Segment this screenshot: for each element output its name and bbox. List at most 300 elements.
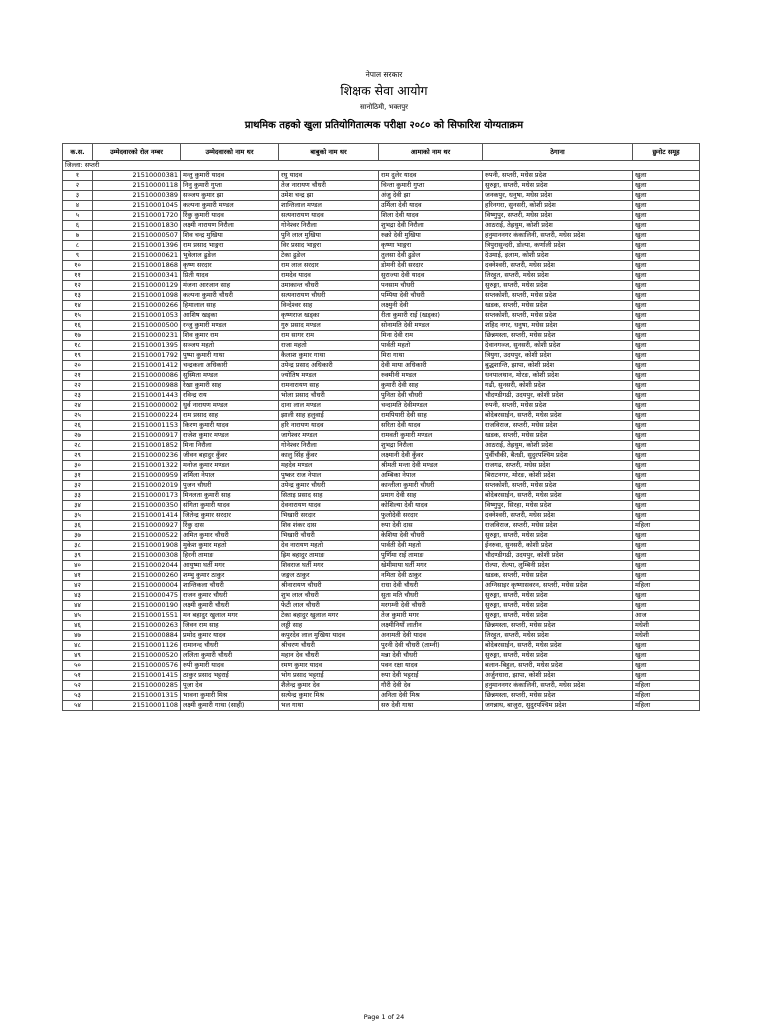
table-row [63,191,700,201]
mother-name-cell: पम्पिया देवी चौधरी [379,291,483,301]
roll-number-cell: 21510000927 [93,521,181,531]
table-row [63,351,700,361]
candidate-name-cell: राम प्रसाद भाङ्गरा [181,241,279,251]
mother-name-cell: कान्तीला कुमारी चौधरी [379,481,483,491]
serial-cell: २ [63,181,93,191]
mother-name-cell: रुक्रो देवी मुखिया [379,231,483,241]
father-name-cell: तेज नारायण चौधरी [279,181,379,191]
district-row [63,161,700,171]
candidate-name-cell: कल्पना कुमारी मण्डल [181,201,279,211]
father-name-cell: भिखारी सरदार [279,511,379,521]
selection-group-cell: महिला [633,691,700,701]
mother-name-cell: कोशिल्या देवी यादव [379,501,483,511]
selection-group-cell: मधेशी [633,621,700,631]
roll-number-cell: 21510000118 [93,181,181,191]
address-cell: विष्णुपुर, सप्तरी, मधेस प्रदेश [483,211,633,221]
selection-group-cell: महिला [633,521,700,531]
address-cell: बोदेबरसाईन, सप्तरी, मधेस प्रदेश [483,491,633,501]
serial-cell: ३९ [63,551,93,561]
father-name-cell: कपुरदेव लाल मुखिया यादव [279,631,379,641]
table-row [63,591,700,601]
serial-cell: ४३ [63,591,93,601]
mother-name-cell: गौरी देवी देव [379,681,483,691]
father-name-cell: लड्डी साह [279,621,379,631]
selection-group-cell: खुला [633,541,700,551]
father-name-cell: गुरु प्रसाद मण्डल [279,321,379,331]
selection-group-cell: खुला [633,601,700,611]
roll-number-cell: 21510000236 [93,451,181,461]
mother-name-cell: मन्ना देवी चौधरी [379,651,483,661]
address-cell: अग्निसाइर कृष्णासवरन, सप्तरी, मधेस प्रदेश [483,581,633,591]
roll-number-cell: 21510001322 [93,461,181,471]
candidate-name-cell: शम्भु कुमार ठाकुर [181,571,279,581]
serial-cell: ५३ [63,691,93,701]
selection-group-cell: खुला [633,391,700,401]
serial-cell: ४७ [63,631,93,641]
serial-cell: १४ [63,301,93,311]
father-name-cell: विर प्रसाद भाङ्गरा [279,241,379,251]
page-footer: Page 1 of 24 [363,1013,405,1021]
mother-name-cell: मिरा गाथा [379,351,483,361]
address-cell: छिन्नमस्ता, सप्तरी, मधेस प्रदेश [483,331,633,341]
serial-cell: १३ [63,291,93,301]
serial-cell: १८ [63,341,93,351]
roll-number-cell: 21510002019 [93,481,181,491]
address-cell: बिराटनगर, मोरङ, कोशी प्रदेश [483,471,633,481]
serial-cell: २० [63,361,93,371]
father-name-cell: देवनारायण यादव [279,501,379,511]
selection-group-cell: खुला [633,301,700,311]
roll-number-cell: 21510001126 [93,641,181,651]
mother-name-cell: तेज कुमारी मगर [379,611,483,621]
roll-number-cell: 21510000086 [93,371,181,381]
selection-group-cell: आज [633,611,700,621]
father-name-cell: भल गाथा [279,701,379,711]
roll-number-cell: 21510001053 [93,311,181,321]
address-cell: अर्जुनधारा, झापा, कोशी प्रदेश [483,671,633,681]
table-row [63,301,700,311]
father-name-cell: देव नारायण महतो [279,541,379,551]
address-cell: खडक, सप्तरी, मधेस प्रदेश [483,301,633,311]
table-row [63,661,700,671]
table-row [63,511,700,521]
mother-name-cell: सुता मति चौधरी [379,591,483,601]
mother-name-cell: सुराज्या देवी यादव [379,271,483,281]
serial-cell: ३७ [63,531,93,541]
serial-cell: ११ [63,271,93,281]
merit-list-table [62,143,700,711]
roll-number-cell: 21510001720 [93,211,181,221]
candidate-name-cell: कृष्ण सरदार [181,261,279,271]
address-cell: खडक, सप्तरी, मधेस प्रदेश [483,571,633,581]
roll-number-cell: 21510000173 [93,491,181,501]
selection-group-cell: महिला [633,681,700,691]
mother-name-cell: रुपा देवी दास [379,521,483,531]
father-name-cell: महदेव मण्डल [279,461,379,471]
candidate-name-cell: मिना निरौला [181,441,279,451]
serial-cell: ४१ [63,571,93,581]
roll-number-cell: 21510001315 [93,691,181,701]
mother-name-cell: चन्दामति देवीमण्डल [379,401,483,411]
father-name-cell: उमेश चन्द्र झा [279,191,379,201]
mother-name-cell: रीता कुमारी राई (खड्का) [379,311,483,321]
document-subtitle: प्राथमिक तहको खुला प्रतियोगितात्मक परीक्षा २०८० को सिफारिश योग्यताक्रम [244,120,524,131]
selection-group-cell: खुला [633,221,700,231]
mother-name-cell: अनामती देवी यादव [379,631,483,641]
serial-cell: ३८ [63,541,93,551]
table-row [63,461,700,471]
roll-number-cell: 21510001792 [93,351,181,361]
serial-cell: १२ [63,281,93,291]
roll-number-cell: 21510000500 [93,321,181,331]
candidate-name-cell: जितेन्द्र कुमार सरदार [181,511,279,521]
table-row [63,261,700,271]
father-name-cell: कैलाश कुमार गाथा [279,351,379,361]
serial-cell: १० [63,261,93,271]
candidate-name-cell: किरण कुमारी यादव [181,421,279,431]
father-name-cell: भिखारी चौधरी [279,531,379,541]
roll-number-cell: 21510000381 [93,171,181,181]
father-name-cell: श्रीचरण चौधरी [279,641,379,651]
father-name-cell: दाना लाल मण्डल [279,401,379,411]
address-cell: बोदेबरसाईन, सप्तरी, मधेस प्रदेश [483,411,633,421]
table-row [63,231,700,241]
father-name-cell: सिताइ प्रसाद साह [279,491,379,501]
roll-number-cell: 21510000475 [93,591,181,601]
organization-title: शिक्षक सेवा आयोग [340,83,428,98]
father-name-cell: जागेश्वर मण्डल [279,431,379,441]
father-name-cell: सत्यनारायण चौधरी [279,291,379,301]
selection-group-cell: खुला [633,381,700,391]
serial-cell: २४ [63,401,93,411]
table-row [63,551,700,561]
selection-group-cell: खुला [633,561,700,571]
serial-cell: २७ [63,431,93,441]
roll-number-cell: 21510001396 [93,241,181,251]
table-row [63,321,700,331]
father-name-cell: उपेन्द्र प्रसाद अधिकारी [279,361,379,371]
roll-number-cell: 21510000959 [93,471,181,481]
candidate-name-cell: शान्तिकला चौधरी [181,581,279,591]
table-row [63,481,700,491]
roll-number-cell: 21510000884 [93,631,181,641]
address-cell: सुरुङ्गा, सप्तरी, मधेस प्रदेश [483,281,633,291]
table-row [63,681,700,691]
selection-group-cell: खुला [633,401,700,411]
serial-cell: ३२ [63,481,93,491]
roll-number-cell: 21510000004 [93,581,181,591]
address-cell: राजविराज, सप्तरी, मधेस प्रदेश [483,521,633,531]
table-row [63,701,700,711]
address-cell: चौदण्डीगढी, उदयपुर, कोशी प्रदेश [483,391,633,401]
candidate-name-cell: प्रमोद कुमार यादव [181,631,279,641]
document-header [0,70,768,132]
table-row [63,671,700,681]
serial-cell: ५ [63,211,93,221]
serial-cell: ३१ [63,471,93,481]
candidate-name-cell: संगिता कुमारी यादव [181,501,279,511]
col-candidate-name: उम्मेदवारको नाम थर [181,144,279,161]
father-name-cell: राम लाल सरदार [279,261,379,271]
table-row [63,201,700,211]
candidate-name-cell: भावना कुमारी मिश्र [181,691,279,701]
table-row [63,331,700,341]
table-row [63,431,700,441]
mother-name-cell: प्रमाग देवी साह [379,491,483,501]
address-cell: सुरुङ्गा, सप्तरी, मधेस प्रदेश [483,591,633,601]
father-name-cell: उमाकान्त चौधरी [279,281,379,291]
father-name-cell: सत्येन्द्र कुमार मिश्र [279,691,379,701]
candidate-name-cell: जीवन बहादुर कुँवर [181,451,279,461]
mother-name-cell: केशिया देवी चौधरी [379,531,483,541]
table-row [63,341,700,351]
serial-cell: ९ [63,251,93,261]
candidate-name-cell: मन बहादुर खुलाल मगर [181,611,279,621]
table-row [63,531,700,541]
father-name-cell: हरि नारायण यादव [279,421,379,431]
table-row [63,381,700,391]
selection-group-cell: खुला [633,551,700,561]
candidate-name-cell: ललिता कुमारी चौधरी [181,651,279,661]
table-row [63,281,700,291]
serial-cell: ४४ [63,601,93,611]
address-cell: दक्नेश्वरी, सप्तरी, मधेस प्रदेश [483,261,633,271]
serial-cell: २६ [63,421,93,431]
table-row [63,251,700,261]
father-name-cell: पुनि लाल मुखिया [279,231,379,241]
father-name-cell: कालु सिंह कुँवर [279,451,379,461]
address-cell: राजविराज, सप्तरी, मधेस प्रदेश [483,421,633,431]
candidate-name-cell: चन्द्रकला अधिकारी [181,361,279,371]
serial-cell: ५२ [63,681,93,691]
candidate-name-cell: रविन्द्र राय [181,391,279,401]
father-name-cell: गोनेश्वर निरौला [279,441,379,451]
serial-cell: १ [63,171,93,181]
table-row [63,641,700,651]
candidate-name-cell: हिमालाल साह [181,301,279,311]
selection-group-cell: खुला [633,641,700,651]
roll-number-cell: 21510002044 [93,561,181,571]
father-name-cell: झाली साह हलुवाई [279,411,379,421]
serial-cell: ८ [63,241,93,251]
mother-name-cell: शुभद्रा देवी निरौला [379,221,483,231]
mother-name-cell: लक्ष्मीनियाँ लातीन [379,621,483,631]
father-name-cell: शान्तिलाल मण्डल [279,201,379,211]
candidate-name-cell: राजन कुमार चौधरी [181,591,279,601]
candidate-name-cell: सञ्जय महतो [181,341,279,351]
roll-number-cell: 21510001868 [93,261,181,271]
table-row [63,241,700,251]
father-name-cell: विन्देश्वर साह [279,301,379,311]
mother-name-cell: पुनिता देवी चौधरी [379,391,483,401]
serial-cell: १७ [63,331,93,341]
roll-number-cell: 21510001830 [93,221,181,231]
candidate-name-cell: पुजन चौधरी [181,481,279,491]
selection-group-cell: खुला [633,191,700,201]
serial-cell: २९ [63,451,93,461]
serial-cell: २८ [63,441,93,451]
selection-group-cell: खुला [633,341,700,351]
candidate-name-cell: आयुष्मा घर्ती मगर [181,561,279,571]
mother-name-cell: पुरनी देवी चौधरी (ताम्नी) [379,641,483,651]
selection-group-cell: खुला [633,441,700,451]
mother-name-cell: राम दुलेर यादव [379,171,483,181]
candidate-name-cell: मंजना आरजान साह [181,281,279,291]
selection-group-cell: खुला [633,501,700,511]
serial-cell: ४२ [63,581,93,591]
mother-name-cell: शुभद्रा निरौला [379,441,483,451]
mother-name-cell: कुमारी देवी साह [379,381,483,391]
father-name-cell: गोनेश्वर निरौला [279,221,379,231]
address-cell: बुद्धशान्ति, झापा, कोशी प्रदेश [483,361,633,371]
mother-name-cell: रामपियारी देवी साह [379,411,483,421]
roll-number-cell: 21510001395 [93,341,181,351]
col-serial: क.स. [63,144,93,161]
candidate-name-cell: लक्ष्मी नारायण निरौला [181,221,279,231]
father-name-cell: शिव शंकर दास [279,521,379,531]
address-cell: त्रियुगा, उदयपुर, कोशी प्रदेश [483,351,633,361]
table-row [63,491,700,501]
serial-cell: ३४ [63,501,93,511]
roll-number-cell: 21510001852 [93,441,181,451]
address-cell: सप्तकोशी, सप्तरी, मधेस प्रदेश [483,311,633,321]
mother-name-cell: लक्ष्मुनी देवी [379,301,483,311]
table-row [63,171,700,181]
candidate-name-cell: मुकेश कुमार महतो [181,541,279,551]
address-cell: सुरुङ्गा, सप्तरी, मधेस प्रदेश [483,181,633,191]
father-name-cell: भोग प्रसाद भट्टराई [279,671,379,681]
address-cell: सुरुङ्गा, सप्तरी, मधेस प्रदेश [483,651,633,661]
mother-name-cell: फुलोदेवी सरदार [379,511,483,521]
address-cell: ईनरुवा, सुनसरी, कोशी प्रदेश [483,541,633,551]
mother-name-cell: श्रीमती मन्ता देवी मण्डल [379,461,483,471]
table-row [63,631,700,641]
father-name-cell: सत्यनारायण यादव [279,211,379,221]
father-name-cell: रमण कुमार यादव [279,661,379,671]
candidate-name-cell: मनोज कुमार मण्डल [181,461,279,471]
table-row [63,601,700,611]
father-name-cell: रामनारायण साह [279,381,379,391]
table-row [63,411,700,421]
roll-number-cell: 21510000350 [93,501,181,511]
address-cell: सुरुङ्गा, सप्तरी, मधेस प्रदेश [483,611,633,621]
table-row [63,311,700,321]
organization-location: सानोठिमी, भक्तपुर [359,103,409,111]
mother-name-cell: लक्ष्मानी देवी कुँवर [379,451,483,461]
serial-cell: ५० [63,661,93,671]
government-label: नेपाल सरकार [365,70,403,79]
mother-name-cell: शिला देवी यादव [379,211,483,221]
selection-group-cell: खुला [633,231,700,241]
candidate-name-cell: सञ्जय कुमार झा [181,191,279,201]
serial-cell: ३५ [63,511,93,521]
table-row [63,521,700,531]
col-father-name: बाबुको नाम थर [279,144,379,161]
roll-number-cell: 21510001414 [93,511,181,521]
mother-name-cell: चिन्ता कुमारी गुप्ता [379,181,483,191]
selection-group-cell: मधेशी [633,631,700,641]
selection-group-cell: खुला [633,651,700,661]
roll-number-cell: 21510000576 [93,661,181,671]
roll-number-cell: 21510001098 [93,291,181,301]
address-cell: छिन्नमस्ता, सप्तरी, मधेस प्रदेश [483,621,633,631]
candidate-name-cell: पुष्पा कुमारी गाथा [181,351,279,361]
father-name-cell: फेटी लाल चौधरी [279,601,379,611]
father-name-cell: जङ्गल ठाकुर [279,571,379,581]
candidate-name-cell: मन्तु कुमारी यादव [181,171,279,181]
serial-cell: ३३ [63,491,93,501]
roll-number-cell: 21510000129 [93,281,181,291]
serial-cell: १६ [63,321,93,331]
roll-number-cell: 21510001551 [93,611,181,621]
mother-name-cell: अम्बिका नेपाल [379,471,483,481]
father-name-cell: रामदेव यादव [279,271,379,281]
candidate-name-cell: मिनलता कुमारी साह [181,491,279,501]
roll-number-cell: 21510000520 [93,651,181,661]
roll-number-cell: 21510000917 [93,431,181,441]
father-name-cell: शैलेन्द्र कुमार देव [279,681,379,691]
mother-name-cell: मरगम्नी देवी चौधरी [379,601,483,611]
candidate-name-cell: रामानन्द चौधरी [181,641,279,651]
serial-cell: ४५ [63,611,93,621]
selection-group-cell: खुला [633,571,700,581]
selection-group-cell: खुला [633,511,700,521]
table-row [63,541,700,551]
candidate-name-cell: धुर्व नारायण मण्डल [181,401,279,411]
father-name-cell: पुष्कर राज नेपाल [279,471,379,481]
selection-group-cell: खुला [633,351,700,361]
table-row [63,181,700,191]
table-row [63,391,700,401]
address-cell: तिरहुत, सप्तरी, मधेस प्रदेश [483,631,633,641]
roll-number-cell: 21510000231 [93,331,181,341]
mother-name-cell: डोमनी देवी सरदार [379,261,483,271]
selection-group-cell: खुला [633,281,700,291]
address-cell: बलान-बिहुल, सप्तरी, मधेस प्रदेश [483,661,633,671]
table-row [63,611,700,621]
selection-group-cell: खुला [633,671,700,681]
serial-cell: ४६ [63,621,93,631]
serial-cell: २५ [63,411,93,421]
mother-name-cell: देवी माया अधिकारी [379,361,483,371]
mother-name-cell: पुर्णिमा राई तामाङ [379,551,483,561]
address-cell: रुपनी, सप्तरी, मधेस प्रदेश [483,171,633,181]
roll-number-cell: 21510000988 [93,381,181,391]
mother-name-cell: खेमीमाया घर्ती मगर [379,561,483,571]
roll-number-cell: 21510000621 [93,251,181,261]
candidate-name-cell: शिव कुमार राम [181,331,279,341]
address-cell: पुर्वीचौकी, बैतडी, सुदुरपश्चिम प्रदेश [483,451,633,461]
table-row [63,371,700,381]
candidate-name-cell: अमित कुमार चौधरी [181,531,279,541]
serial-cell: २२ [63,381,93,391]
serial-cell: १९ [63,351,93,361]
serial-cell: १५ [63,311,93,321]
col-address: ठेगाना [483,144,633,161]
candidate-name-cell: राम प्रसाद साह [181,411,279,421]
address-cell: रोल्पा, रोल्पा, लुम्बिनी प्रदेश [483,561,633,571]
address-cell: देवानगञ्ज, सुनसरी, कोशी प्रदेश [483,341,633,351]
selection-group-cell: खुला [633,431,700,441]
address-cell: हनुमाननगर कंकालिनी, सप्तरी, मधेस प्रदेश [483,231,633,241]
address-cell: आठराई, तेह्रथुम, कोशी प्रदेश [483,221,633,231]
address-cell: देउमाई, इलाम, कोशी प्रदेश [483,251,633,261]
roll-number-cell: 21510000190 [93,601,181,611]
address-cell: सुरुङ्गा, सप्तरी, मधेस प्रदेश [483,531,633,541]
serial-cell: ३६ [63,521,93,531]
mother-name-cell: नमिता देवी ठाकुर [379,571,483,581]
father-name-cell: श्रीनारायण चौधरी [279,581,379,591]
